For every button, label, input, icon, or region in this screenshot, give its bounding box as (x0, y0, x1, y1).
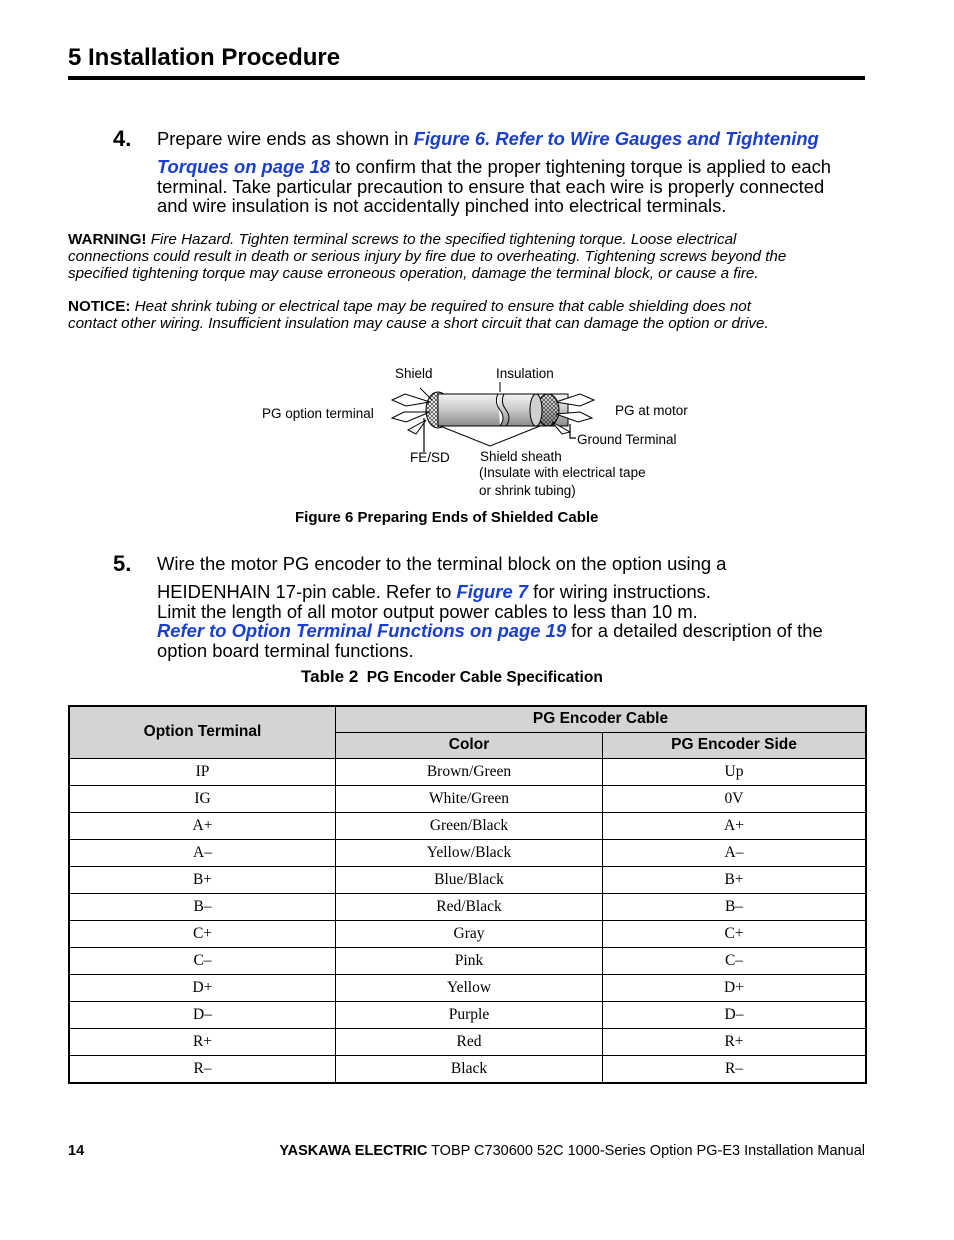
figure-6-caption: Figure 6 Preparing Ends of Shielded Cable (295, 509, 599, 526)
pg-encoder-side-cell: C– (603, 947, 867, 974)
color-cell: Purple (336, 1001, 603, 1028)
color-cell: Green/Black (336, 812, 603, 839)
step-5-text: Wire the motor PG encoder to the terminal block on the option using a HEIDENHAIN 17-pin cable. Refer to Figure 7 for wiring instructions. Limit the length of all motor output power cables to less than 10 m. Refer to Option Terminal Functions on page 19 for a detailed description of the option board terminal functions. (157, 553, 823, 661)
shield-sheath-leader (440, 426, 540, 446)
option-terminal-cell: IG (69, 785, 336, 812)
step-4-number: 4. (113, 126, 132, 151)
option-terminal-cell: D+ (69, 974, 336, 1001)
table-row (69, 974, 866, 1001)
option-terminal-cell: B+ (69, 866, 336, 893)
header-option-terminal: Option Terminal (69, 706, 336, 758)
ground-terminal-label: Ground Terminal (577, 432, 677, 447)
pg-encoder-side-cell: R+ (603, 1028, 867, 1055)
pg-encoder-side-cell: A+ (603, 812, 867, 839)
color-cell: Yellow (336, 974, 603, 1001)
footer-doc-title: YASKAWA ELECTRIC TOBP C730600 52C 1000-Series Option PG-E3 Installation Manual (279, 1143, 865, 1159)
table-row (69, 839, 866, 866)
pg-encoder-side-cell: D+ (603, 974, 867, 1001)
option-terminal-functions-link[interactable]: Refer to Option Terminal Functions on page 19 (157, 620, 567, 641)
pg-encoder-side-cell: R– (603, 1055, 867, 1083)
option-terminal-cell: C– (69, 947, 336, 974)
table-row (69, 893, 866, 920)
torques-link[interactable]: Torques on page 18 (157, 156, 331, 177)
option-terminal-cell: IP (69, 758, 336, 785)
option-terminal-cell: R– (69, 1055, 336, 1083)
insulate-note-1: (Insulate with electrical tape (479, 465, 646, 480)
table-row (69, 1055, 866, 1083)
table-row (69, 866, 866, 893)
shield-label: Shield (395, 366, 433, 381)
table-row (69, 947, 866, 974)
color-cell: Red (336, 1028, 603, 1055)
section-title: 5 Installation Procedure (68, 44, 341, 71)
ground-terminal-leader (570, 424, 576, 438)
table-row (69, 812, 866, 839)
table-2-caption: Table 2 PG Encoder Cable Specification (301, 667, 603, 686)
color-cell: Red/Black (336, 893, 603, 920)
pg-encoder-cable-table (68, 705, 867, 1084)
option-terminal-cell: D– (69, 1001, 336, 1028)
wire-gauges-link[interactable]: Refer to Wire Gauges and Tightening (495, 128, 819, 149)
color-cell: Gray (336, 920, 603, 947)
pg-encoder-side-cell: C+ (603, 920, 867, 947)
fe-sd-label: FE/SD (410, 450, 450, 465)
step-5-number: 5. (113, 551, 132, 576)
warning-note: WARNING! Fire Hazard. Tighten terminal screws to the specified tightening torque. Loose electrical connections could result in death or serious injury by fire due to overheating. Tightening screws beyond the specified tightening torque may cause erroneous operation, damage the terminal block, or cause a fire. (68, 231, 787, 282)
pg-encoder-side-cell: A– (603, 839, 867, 866)
shielded-cable-diagram (380, 380, 620, 460)
pg-encoder-side-cell: D– (603, 1001, 867, 1028)
header-rule (68, 76, 865, 80)
figure-6-link[interactable]: Figure 6 (413, 128, 486, 149)
color-cell: Black (336, 1055, 603, 1083)
header-color: Color (336, 732, 603, 758)
figure-7-link[interactable]: Figure 7 (456, 581, 529, 602)
option-terminal-cell: C+ (69, 920, 336, 947)
color-cell: Yellow/Black (336, 839, 603, 866)
pg-encoder-side-cell: B+ (603, 866, 867, 893)
option-terminal-cell: A– (69, 839, 336, 866)
insulation-label: Insulation (496, 366, 554, 381)
pg-encoder-side-cell: Up (603, 758, 867, 785)
pg-encoder-side-cell: 0V (603, 785, 867, 812)
table-row (69, 1028, 866, 1055)
table-row (69, 920, 866, 947)
color-cell: Blue/Black (336, 866, 603, 893)
option-terminal-cell: A+ (69, 812, 336, 839)
color-cell: Brown/Green (336, 758, 603, 785)
pg-option-terminal-label: PG option terminal (262, 406, 374, 421)
header-pg-encoder-cable: PG Encoder Cable (336, 706, 867, 732)
header-pg-encoder-side: PG Encoder Side (603, 732, 867, 758)
option-terminal-cell: B– (69, 893, 336, 920)
notice-note: NOTICE: Heat shrink tubing or electrical tape may be required to ensure that cable shielding does not contact other wiring. Insufficient insulation may cause a short circuit that can damage the option or drive. (68, 298, 769, 332)
color-cell: Pink (336, 947, 603, 974)
page-number: 14 (68, 1143, 85, 1159)
shield-sheath-label: Shield sheath (480, 449, 562, 464)
option-terminal-cell: R+ (69, 1028, 336, 1055)
table-row (69, 785, 866, 812)
color-cell: White/Green (336, 785, 603, 812)
table-row (69, 1001, 866, 1028)
pg-at-motor-label: PG at motor (615, 403, 688, 418)
table-row (69, 758, 866, 785)
pg-encoder-side-cell: B– (603, 893, 867, 920)
insulate-note-2: or shrink tubing) (479, 483, 576, 498)
step-4-text: Prepare wire ends as shown in Figure 6. Refer to Wire Gauges and Tightening Torques on page 18 to confirm that the proper tightening torque is applied to each terminal. Take particular precaution to ensure that each wire is properly connected and wire insulation is not accidentally pinched into electrical terminals. (157, 128, 831, 216)
